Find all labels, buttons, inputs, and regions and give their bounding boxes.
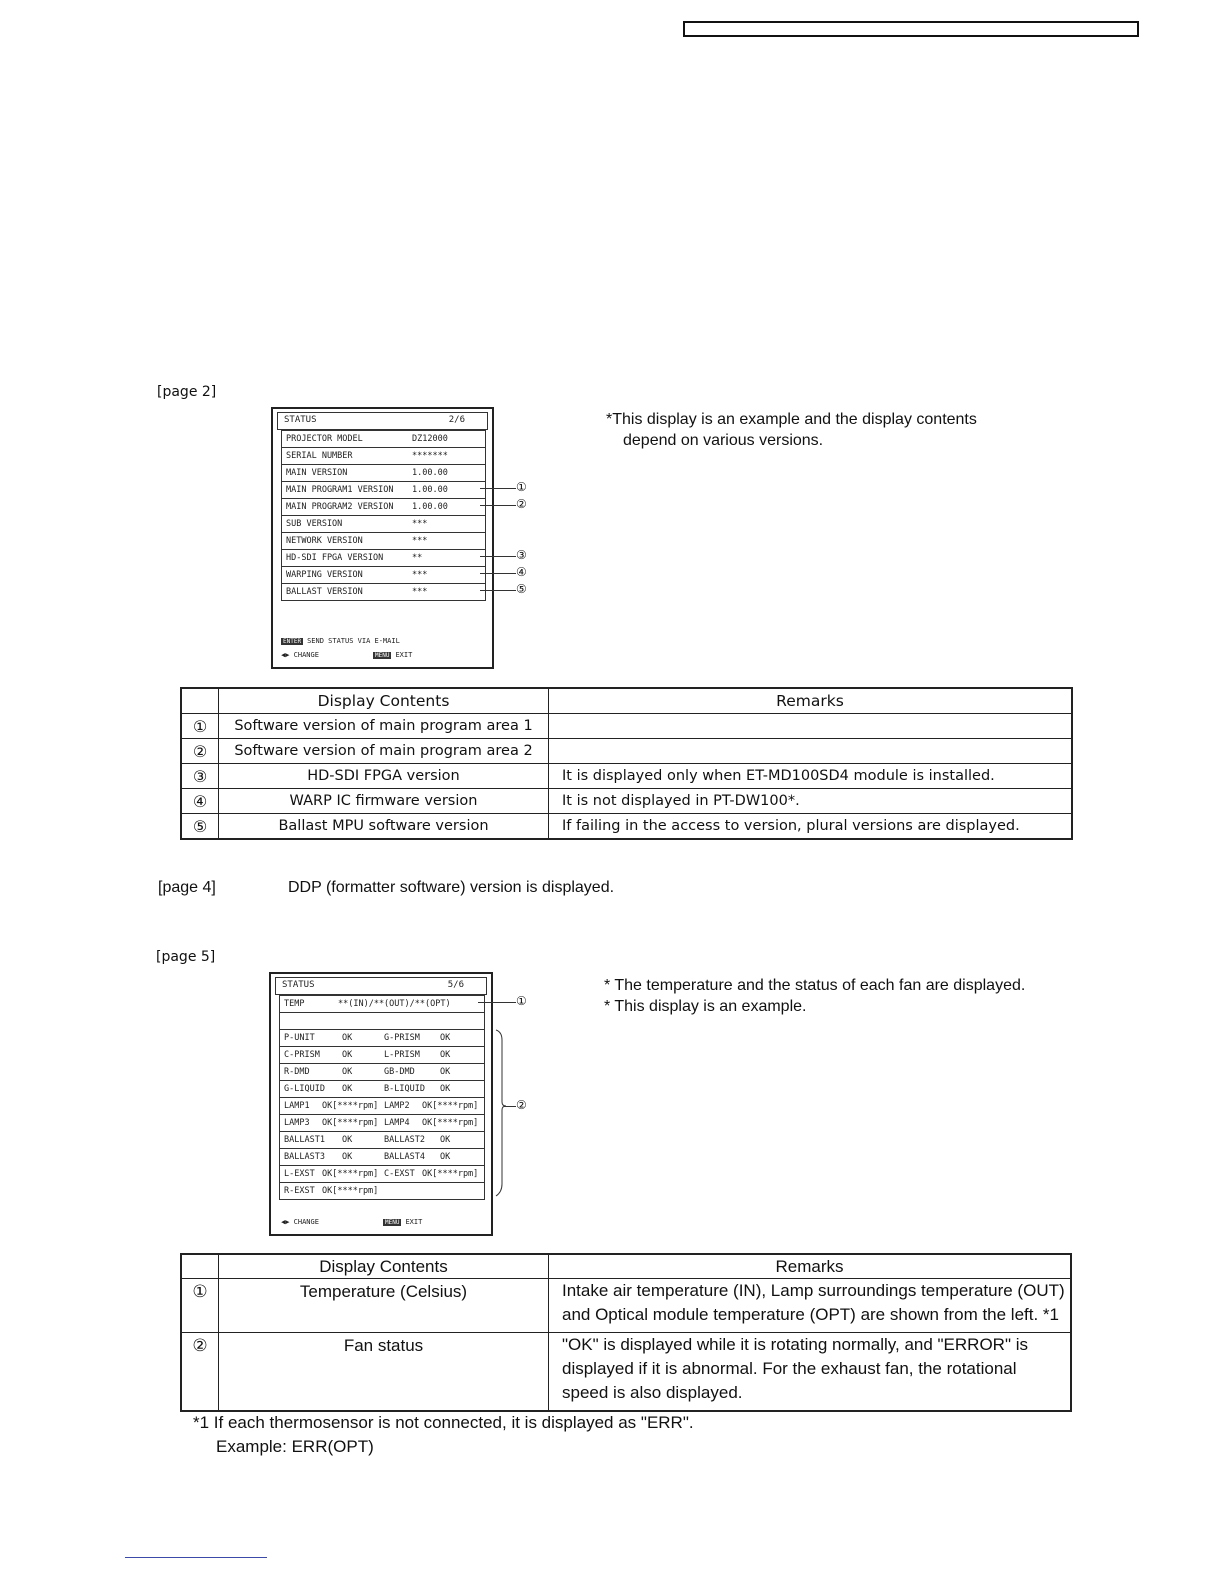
menu-key-icon: MENU <box>375 652 390 659</box>
osd-row: NETWORK VERSION *** <box>282 533 485 550</box>
fan-bracket <box>494 1028 508 1198</box>
osd-row: WARPING VERSION *** <box>282 567 485 584</box>
table-header-row: Display Contents Remarks <box>181 1254 1071 1279</box>
callout-marker: ③ <box>516 548 527 562</box>
menu-key-icon: MENU <box>385 1219 400 1226</box>
osd-exit-hint: MENU EXIT <box>375 651 413 659</box>
table-header-row: Display Contents Remarks <box>181 688 1072 714</box>
osd-row: L-EXST OK[****rpm] C-EXST OK[****rpm] <box>280 1166 484 1183</box>
callout-marker: ② <box>516 1098 527 1112</box>
osd-send-line: ENTER SEND STATUS VIA E-MAIL <box>283 637 400 645</box>
osd-row: G-LIQUID OK B-LIQUID OK <box>280 1081 484 1098</box>
osd-title: STATUS <box>282 980 315 990</box>
callout-leader <box>480 573 516 574</box>
footer-rule <box>125 1557 267 1558</box>
osd-page-number: 5/6 <box>447 980 464 990</box>
status-screen-page2 <box>271 407 494 669</box>
page5-footnote: *1 If each thermosensor is not connected, it is displayed as "ERR". Example: ERR(OPT) <box>193 1413 694 1456</box>
osd-title: STATUS <box>284 415 317 425</box>
page4-text: DDP (formatter software) version is displayed. <box>288 879 615 896</box>
osd-header <box>277 412 488 430</box>
osd-row: BALLAST3 OK BALLAST4 OK <box>280 1149 484 1166</box>
callout-leader <box>478 1002 516 1003</box>
callout-marker: ② <box>516 497 527 511</box>
page5-table <box>180 1253 1072 1412</box>
osd-row: P-UNIT OK G-PRISM OK <box>280 1030 484 1047</box>
callout-leader <box>480 488 516 489</box>
status-screen-page5 <box>269 972 493 1236</box>
osd-header <box>275 977 487 995</box>
osd-row: BALLAST1 OK BALLAST2 OK <box>280 1132 484 1149</box>
page4-label: [page 4] <box>158 879 216 896</box>
page2-note: *This display is an example and the display contents depend on various versions. <box>606 411 977 449</box>
callout-leader <box>480 590 516 591</box>
table-row: ⑤ Ballast MPU software version If failing in the access to version, plural versions are displayed. <box>181 814 1072 840</box>
table-row: ④ WARP IC firmware version It is not displayed in PT-DW100*. <box>181 789 1072 814</box>
osd-change-hint: ◀▶ CHANGE <box>281 651 319 659</box>
osd-row: BALLAST VERSION *** <box>282 584 485 601</box>
page5-notes: * The temperature and the status of each fan are displayed. * This display is an example. <box>604 977 1026 1015</box>
osd-row: HD-SDI FPGA VERSION ** <box>282 550 485 567</box>
table-row: ① Temperature (Celsius) Intake air temperature (IN), Lamp surroundings temperature (OUT) and Optical module temperature (OPT) are shown from the left. *1 <box>181 1279 1071 1333</box>
osd-version-list <box>281 430 486 601</box>
osd-page-number: 2/6 <box>448 415 465 425</box>
enter-key-icon: ENTER <box>283 638 302 645</box>
osd-row: LAMP3 OK[****rpm] LAMP4 OK[****rpm] <box>280 1115 484 1132</box>
osd-row: R-DMD OK GB-DMD OK <box>280 1064 484 1081</box>
callout-leader <box>480 505 516 506</box>
table-row: ③ HD-SDI FPGA version It is displayed only when ET-MD100SD4 module is installed. <box>181 764 1072 789</box>
osd-exit-hint: MENU EXIT <box>385 1218 423 1226</box>
osd-row: C-PRISM OK L-PRISM OK <box>280 1047 484 1064</box>
osd-row: SUB VERSION *** <box>282 516 485 533</box>
osd-row: PROJECTOR MODEL DZ12000 <box>282 431 485 448</box>
osd-temp-row: TEMP **(IN)/**(OUT)/**(OPT) <box>279 995 485 1030</box>
callout-marker: ① <box>516 480 527 494</box>
osd-row: MAIN PROGRAM1 VERSION 1.00.00 <box>282 482 485 499</box>
page2-label: [page 2] <box>157 384 217 400</box>
osd-row: MAIN VERSION 1.00.00 <box>282 465 485 482</box>
callout-leader <box>504 1106 516 1107</box>
callout-leader <box>480 556 516 557</box>
callout-marker: ⑤ <box>516 582 527 596</box>
callout-marker: ① <box>516 994 527 1008</box>
table-row: ① Software version of main program area 1 <box>181 714 1072 739</box>
callout-marker: ④ <box>516 565 527 579</box>
osd-row: MAIN PROGRAM2 VERSION 1.00.00 <box>282 499 485 516</box>
osd-row: R-EXST OK[****rpm] <box>280 1183 484 1200</box>
osd-row: LAMP1 OK[****rpm] LAMP2 OK[****rpm] <box>280 1098 484 1115</box>
table-row: ② Fan status "OK" is displayed while it is rotating normally, and "ERROR" is displayed if it is abnormal. For the exhaust fan, the rotational speed is also displayed. <box>181 1333 1071 1412</box>
header-box <box>683 21 1139 37</box>
osd-fan-list <box>279 1029 485 1200</box>
table-row: ② Software version of main program area 2 <box>181 739 1072 764</box>
page2-table <box>180 687 1073 840</box>
page5-label: [page 5] <box>156 949 216 965</box>
osd-change-hint: ◀▶ CHANGE <box>281 1218 319 1226</box>
osd-row: SERIAL NUMBER ******* <box>282 448 485 465</box>
